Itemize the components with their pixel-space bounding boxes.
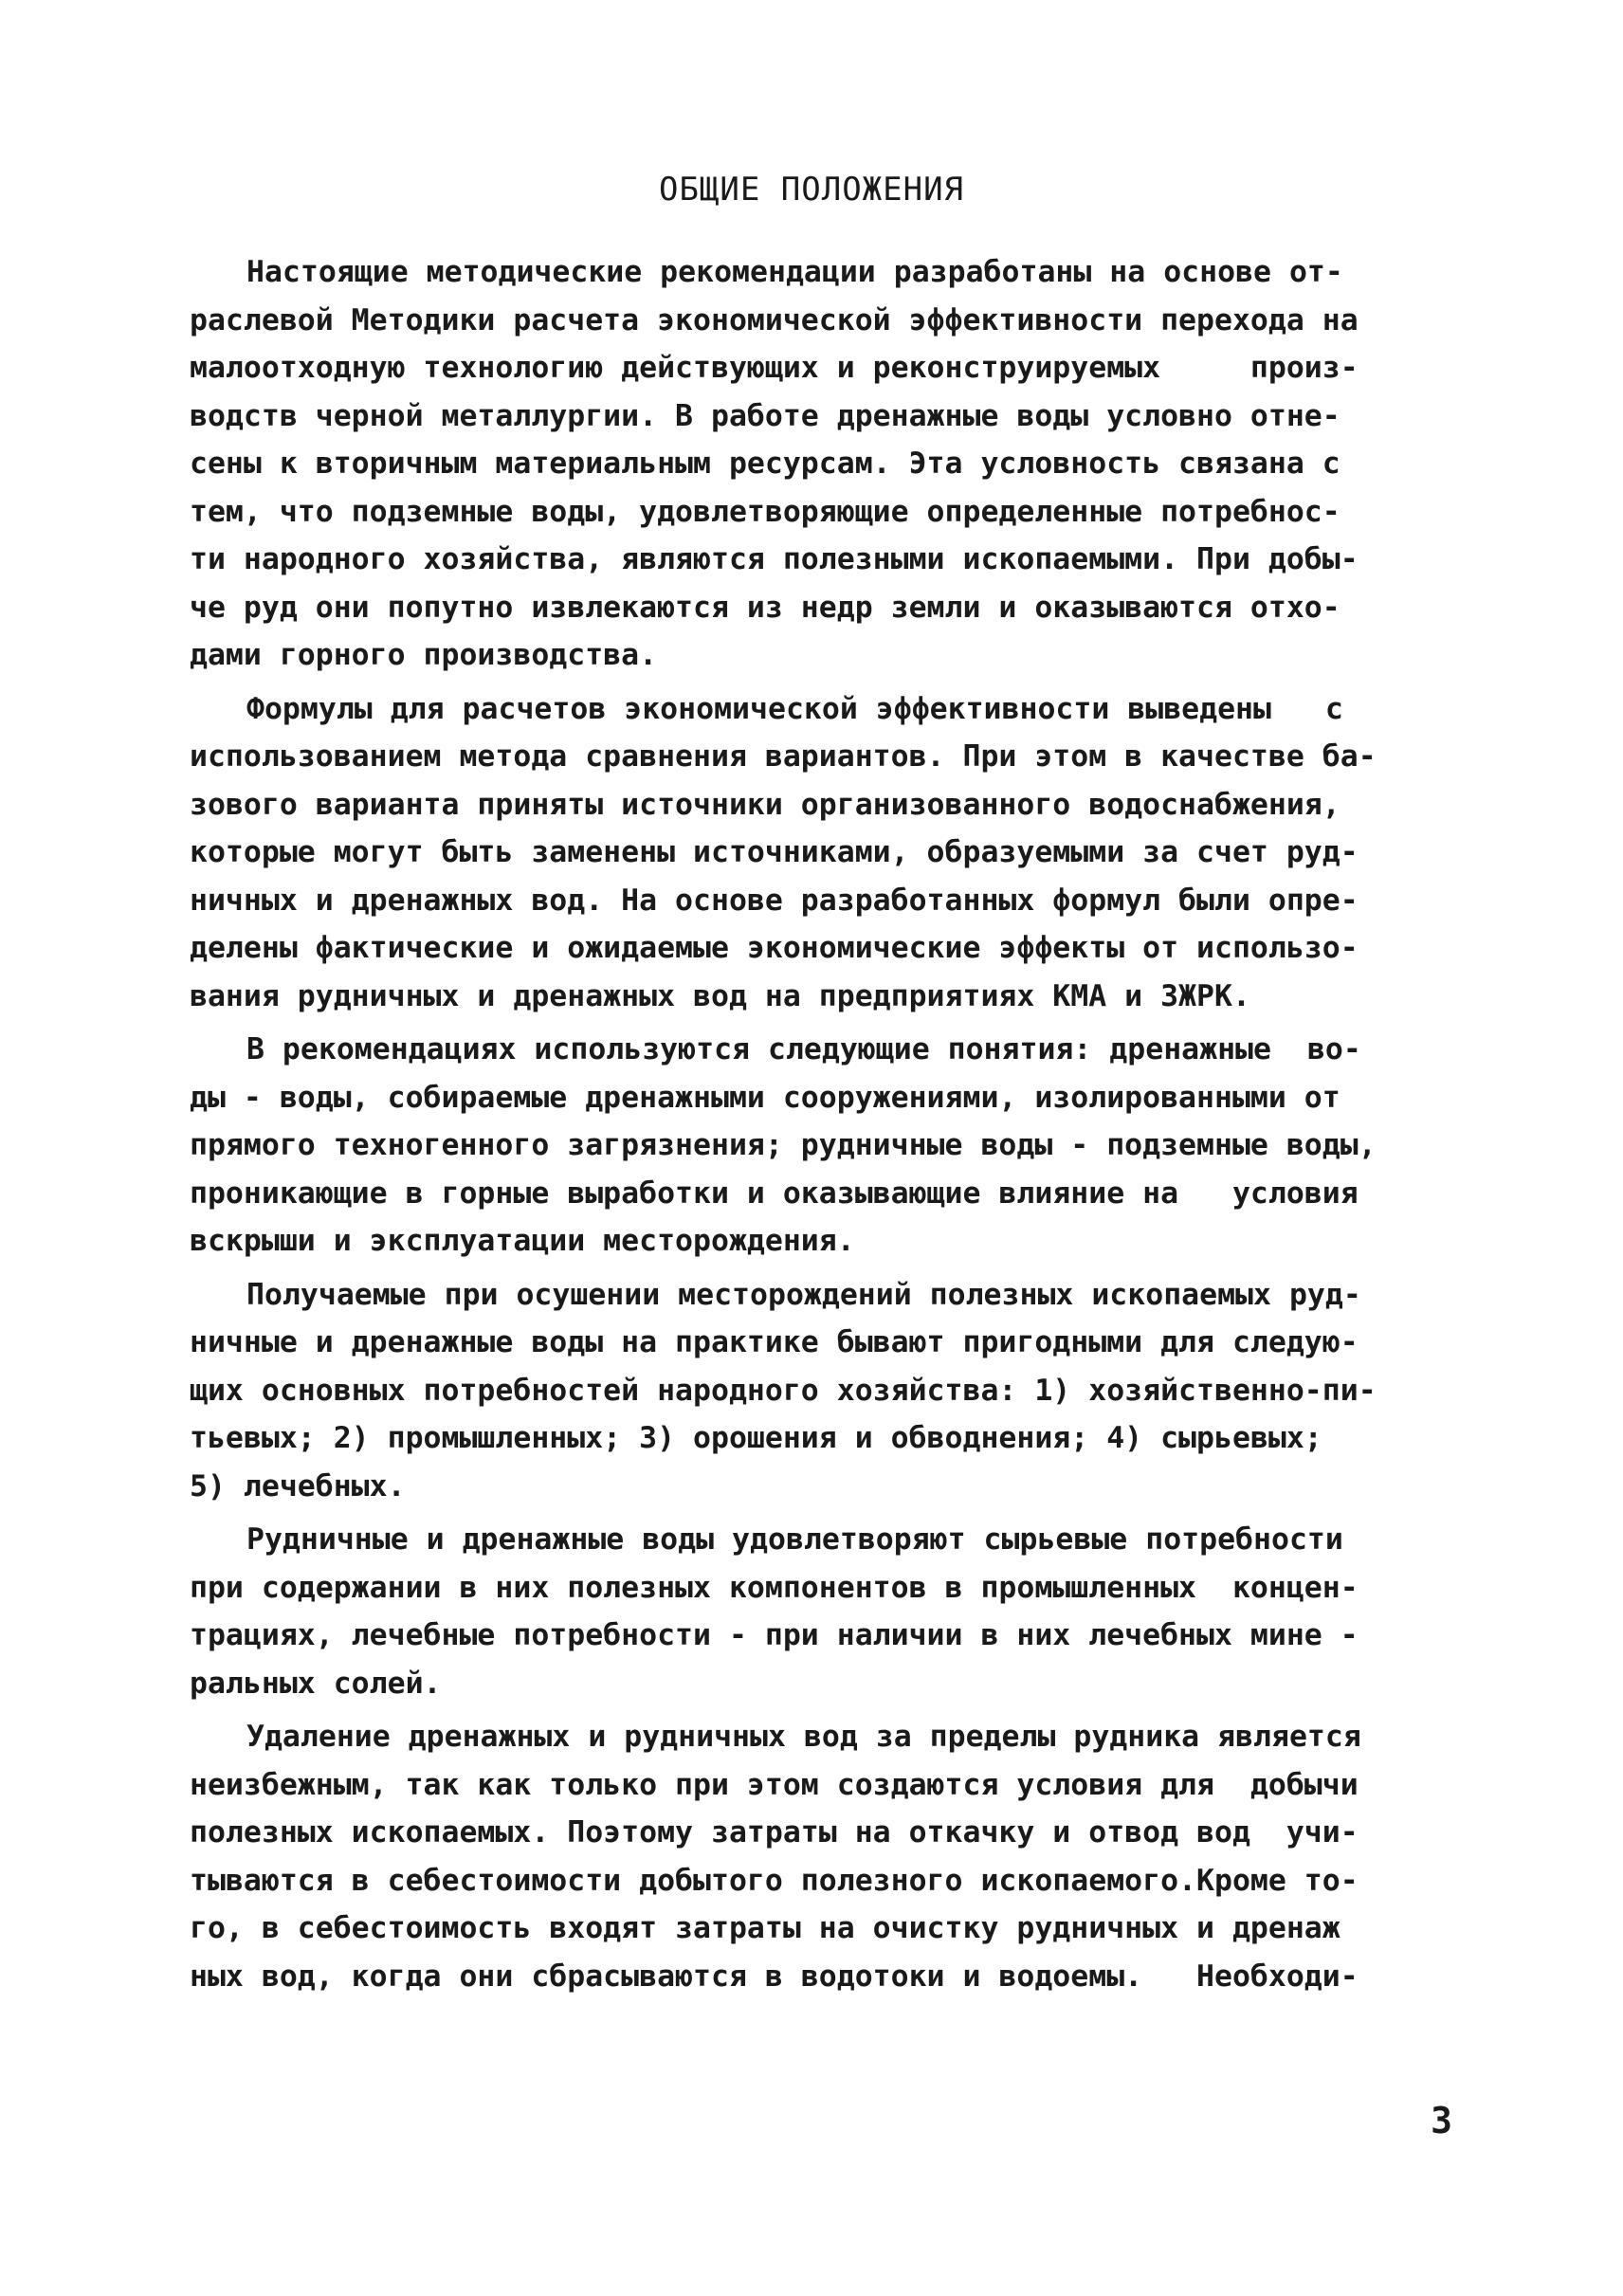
text-line: Рудничные и дренажные воды удовлетворяют сырьевые потребности xyxy=(246,1522,1343,1557)
text-line: Получаемые при осушении месторождений полезных ископаемых руд- xyxy=(246,1277,1361,1312)
text-line: Удаление дренажных и рудничных вод за пределы рудника является xyxy=(246,1720,1361,1754)
text-line: 5) лечебных. xyxy=(190,1468,406,1503)
text-line: ничные и дренажные воды на практике бывают пригодными для следую- xyxy=(190,1325,1359,1359)
page-number: 3 xyxy=(1431,2100,1452,2141)
text-line: Настоящие методические рекомендации разработаны на основе от- xyxy=(246,255,1343,289)
text-line: сены к вторичным материальным ресурсам. Эта условность связана с xyxy=(190,446,1340,481)
text-line: щих основных потребностей народного хозяйства: 1) хозяйственно-пи- xyxy=(190,1373,1377,1408)
text-line: тьевых; 2) промышленных; 3) орошения и обводнения; 4) сырьевых; xyxy=(190,1421,1322,1455)
text-line: тем, что подземные воды, удовлетворяющие определенные потребнос- xyxy=(190,494,1340,529)
text-line: неизбежным, так как только при этом создаются условия для добычи xyxy=(190,1767,1359,1802)
text-line: ти народного хозяйства, являются полезными ископаемыми. При добы- xyxy=(190,542,1359,576)
text-line: водств черной металлургии. В работе дренажные воды условно отне- xyxy=(190,398,1340,433)
text-line: делены фактические и ожидаемые экономические эффекты от использо- xyxy=(190,931,1359,965)
text-line: тываются в себестоимости добытого полезного ископаемого.Кроме то- xyxy=(190,1863,1359,1898)
text-line: вания рудничных и дренажных вод на предприятиях КМА и ЗЖРК. xyxy=(190,978,1250,1013)
text-line: полезных ископаемых. Поэтому затраты на откачку и отвод вод учи- xyxy=(190,1815,1359,1850)
text-line: Формулы для расчетов экономической эффективности выведены с xyxy=(246,691,1343,726)
text-line: раслевой Методики расчета экономической эффективности перехода на xyxy=(190,302,1359,337)
text-line: ных вод, когда они сбрасываются в водотоки и водоемы. Необходи- xyxy=(190,1959,1359,1994)
text-line: при содержании в них полезных компонентов в промышленных концен- xyxy=(190,1570,1359,1605)
text-line: В рекомендациях используются следующие понятия: дренажные во- xyxy=(246,1032,1361,1066)
body-text xyxy=(190,248,1450,2000)
text-line: которые могут быть заменены источниками, образуемыми за счет руд- xyxy=(190,835,1359,869)
text-line: прямого техногенного загрязнения; рудничные воды - подземные воды, xyxy=(190,1128,1377,1162)
text-line: ничных и дренажных вод. На основе разработанных формул были опре- xyxy=(190,883,1359,918)
text-line: ральных солей. xyxy=(190,1666,442,1701)
text-line: трациях, лечебные потребности - при наличии в них лечебных мине - xyxy=(190,1618,1359,1652)
text-line: использованием метода сравнения вариантов. При этом в качестве ба- xyxy=(190,739,1377,774)
text-line: проникающие в горные выработки и оказывающие влияние на условия xyxy=(190,1175,1359,1211)
text-line: дами горного производства. xyxy=(190,638,658,672)
text-line: че руд они попутно извлекаются из недр земли и оказываются отхо- xyxy=(190,590,1340,625)
text-line: го, в себестоимость входят затраты на очистку рудничных и дренаж xyxy=(190,1911,1340,1945)
text-line: зового варианта приняты источники организованного водоснабжения, xyxy=(190,787,1340,822)
text-line: ды - воды, собираемые дренажными сооружениями, изолированными от xyxy=(190,1080,1340,1115)
text-line: малоотходную технологию действующих и реконструируемых произ- xyxy=(190,351,1359,385)
page-title: ОБЩИЕ ПОЛОЖЕНИЯ xyxy=(658,171,965,209)
text-line: вскрыши и эксплуатации месторождения. xyxy=(190,1224,855,1258)
